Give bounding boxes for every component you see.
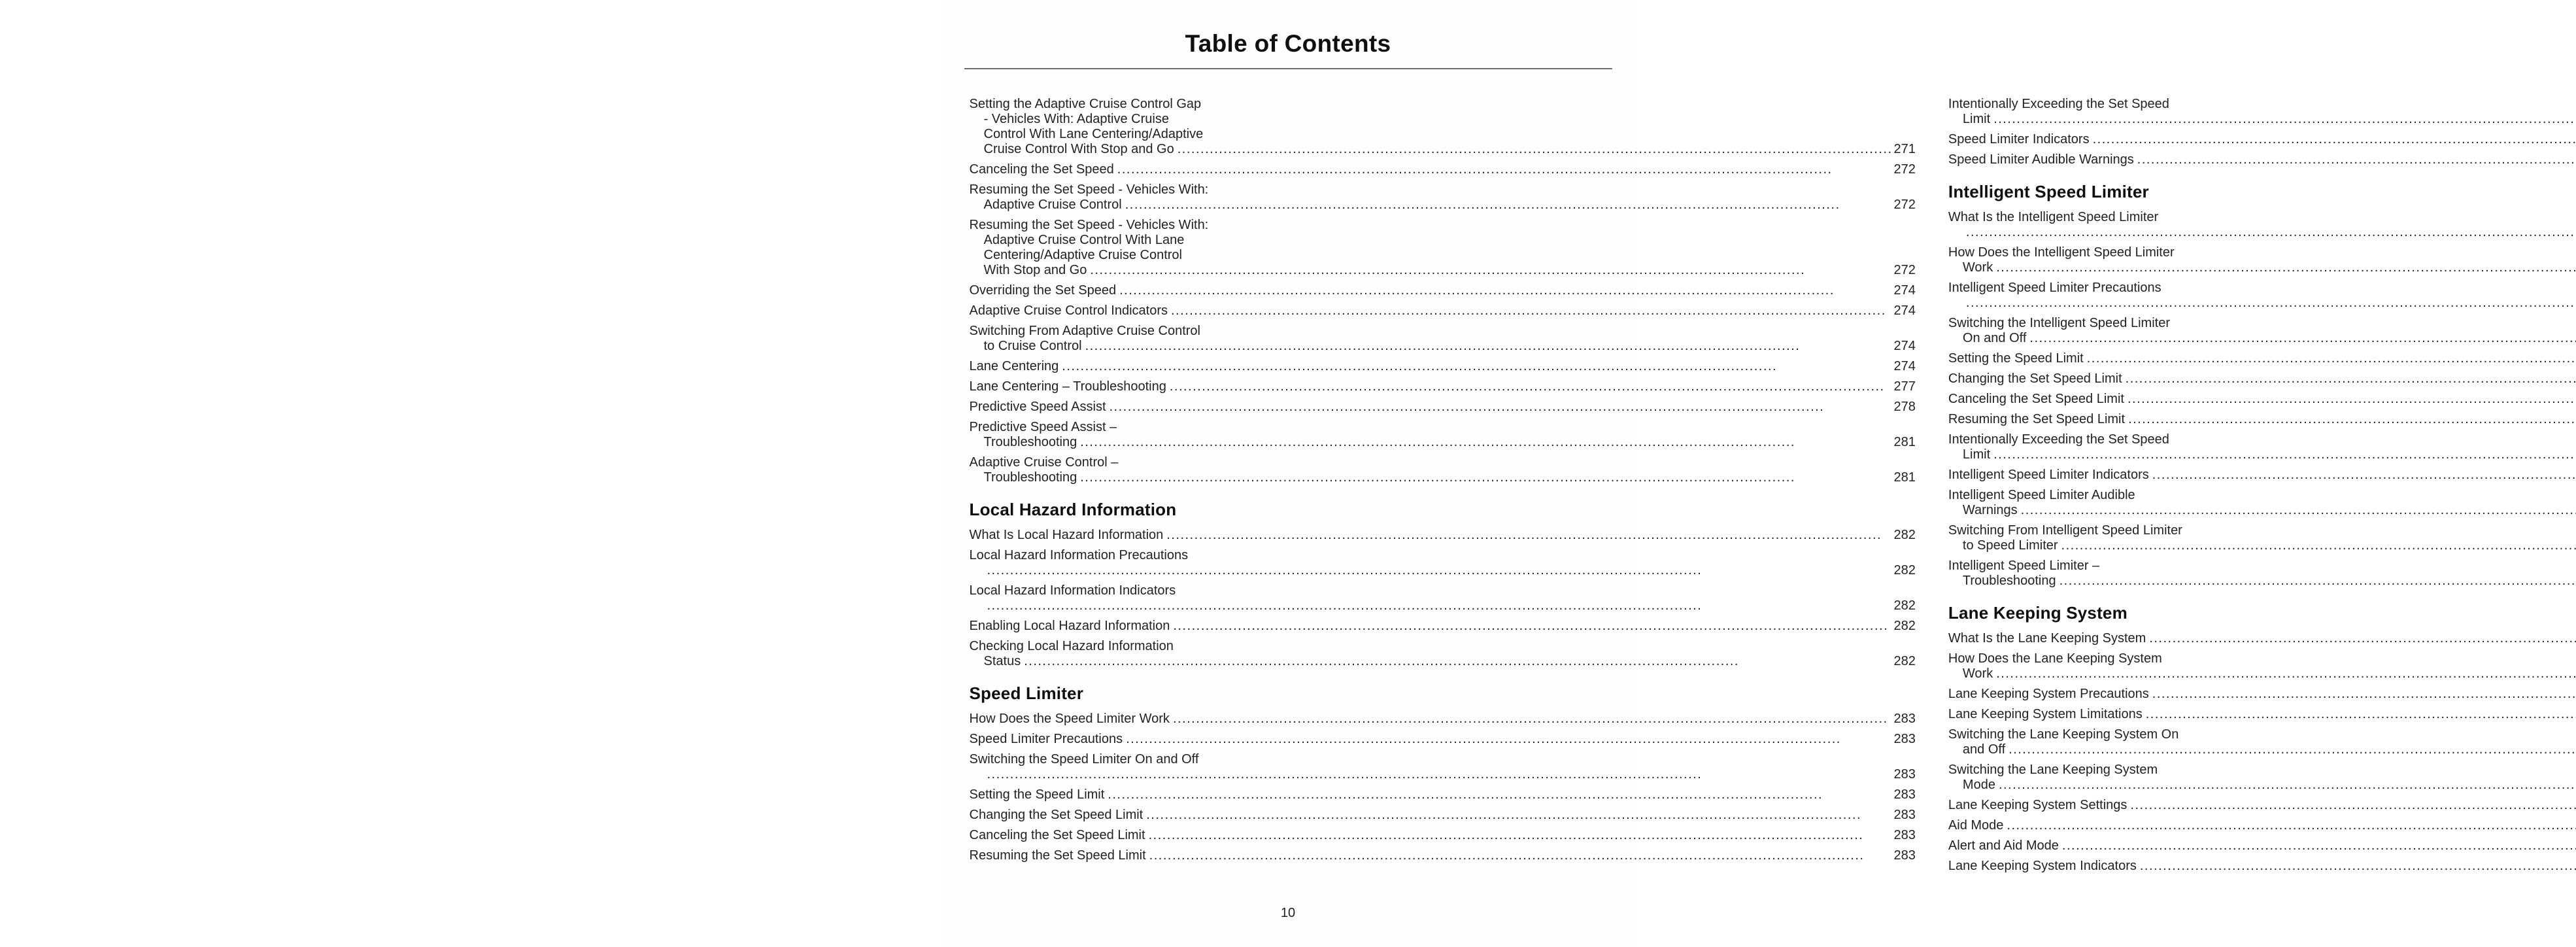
- entry-title-line: Local Hazard Information Indicators: [969, 583, 1176, 598]
- dot-leader: [1993, 447, 2576, 462]
- toc-entry[interactable]: [970, 712, 1916, 727]
- dot-leader: [2007, 818, 2576, 833]
- dot-leader: [1080, 435, 1892, 450]
- dot-leader: [1146, 808, 1892, 823]
- toc-entry[interactable]: [970, 548, 1916, 578]
- section-heading: Lane Keeping System: [1948, 603, 2127, 623]
- entry-title: Speed Limiter Audible Warnings: [1948, 152, 2134, 167]
- toc-entry[interactable]: [970, 420, 1916, 450]
- toc-entry[interactable]: [970, 324, 1916, 354]
- entry-title-line: Intelligent Speed Limiter –: [1948, 559, 2100, 573]
- toc-entry[interactable]: [1948, 727, 2576, 757]
- toc-entry[interactable]: [970, 182, 1916, 213]
- entry-title-line: Local Hazard Information Precautions: [969, 548, 1189, 562]
- entry-page-number: 274: [1893, 283, 1916, 298]
- entry-title-line: Switching the Intelligent Speed Limiter: [1948, 316, 2170, 330]
- entry-title: Overriding the Set Speed: [969, 283, 1117, 298]
- entry-title: With Stop and Go: [983, 263, 1087, 277]
- entry-title-line: Intelligent Speed Limiter Precautions: [1948, 281, 2161, 295]
- entry-title: Limit: [1962, 447, 1991, 462]
- dot-leader: [1149, 828, 1893, 843]
- toc-entry[interactable]: [1948, 245, 2576, 275]
- dot-leader: [987, 598, 1893, 613]
- entry-title-line: Intentionally Exceeding the Set Speed: [1948, 97, 2169, 111]
- dot-leader: [2128, 412, 2576, 427]
- entry-page-number: 283: [1893, 712, 1916, 726]
- toc-column-right: [1948, 97, 2576, 879]
- entry-title-line: Predictive Speed Assist –: [969, 420, 1117, 434]
- entry-title: Changing the Set Speed Limit: [969, 808, 1144, 822]
- toc-entry[interactable]: [1948, 838, 2576, 853]
- toc-entry[interactable]: [1948, 488, 2576, 518]
- entry-title-line: Checking Local Hazard Information: [969, 639, 1174, 653]
- document-page: [943, 0, 2182, 947]
- toc-entry[interactable]: [1948, 687, 2576, 702]
- dot-leader: [1993, 112, 2576, 127]
- entry-title: Canceling the Set Speed Limit: [1948, 392, 2124, 406]
- entry-title: Adaptive Cruise Control: [983, 198, 1122, 212]
- dot-leader: [2062, 838, 2576, 853]
- entry-page-number: 283: [1893, 732, 1916, 746]
- entry-title: Canceling the Set Speed Limit: [969, 828, 1145, 842]
- entry-title-line: Switching From Intelligent Speed Limiter: [1948, 523, 2182, 538]
- dot-leader: [1062, 359, 1892, 374]
- entry-page-number: 272: [1893, 263, 1916, 277]
- toc-columns: [943, 69, 2182, 879]
- entry-title: Troubleshooting: [983, 435, 1077, 449]
- toc-entry[interactable]: [970, 752, 1916, 782]
- dot-leader: [2149, 631, 2576, 646]
- toc-entry[interactable]: [970, 848, 1916, 863]
- entry-title: Warnings: [1962, 503, 2018, 517]
- entry-title-line: Control With Lane Centering/Adaptive: [983, 127, 1204, 141]
- entry-title-line: Intentionally Exceeding the Set Speed: [1948, 432, 2169, 447]
- dot-leader: [1125, 198, 1893, 213]
- toc-entry[interactable]: [970, 787, 1916, 802]
- toc-entry[interactable]: [1948, 651, 2576, 681]
- toc-entry[interactable]: [970, 808, 1916, 823]
- entry-page-number: 282: [1893, 598, 1916, 613]
- dot-leader: [2140, 859, 2576, 874]
- entry-page-number: 283: [1893, 808, 1916, 822]
- dot-leader: [2126, 371, 2576, 387]
- entry-title: Cruise Control With Stop and Go: [983, 142, 1174, 156]
- entry-title: and Off: [1962, 742, 2006, 757]
- entry-page-number: 278: [1893, 400, 1916, 414]
- toc-entry[interactable]: [970, 359, 1916, 374]
- toc-entry[interactable]: [1948, 371, 2576, 387]
- entry-title: What Is the Lane Keeping System: [1948, 631, 2146, 646]
- dot-leader: [1996, 666, 2576, 681]
- dot-leader: [1999, 778, 2576, 793]
- dot-leader: [1166, 528, 1892, 543]
- entry-page-number: 282: [1893, 528, 1916, 542]
- entry-title: Intelligent Speed Limiter Indicators: [1948, 468, 2149, 482]
- toc-entry[interactable]: [1948, 152, 2576, 167]
- entry-title: Lane Centering: [969, 359, 1059, 373]
- toc-entry[interactable]: [970, 162, 1916, 177]
- toc-entry[interactable]: [1948, 631, 2576, 646]
- toc-entry[interactable]: [970, 619, 1916, 634]
- dot-leader: [1080, 470, 1892, 485]
- dot-leader: [1126, 732, 1892, 747]
- entry-title: Alert and Aid Mode: [1948, 838, 2059, 853]
- dot-leader: [2137, 152, 2576, 167]
- dot-leader: [1996, 260, 2576, 275]
- entry-title-line: Setting the Adaptive Cruise Control Gap: [969, 97, 1202, 111]
- section-heading: Intelligent Speed Limiter: [1948, 182, 2149, 201]
- entry-page-number: 282: [1893, 654, 1916, 668]
- dot-leader: [2021, 503, 2576, 518]
- dot-leader: [987, 767, 1893, 782]
- entry-title: Canceling the Set Speed: [969, 162, 1114, 177]
- entry-page-number: 281: [1893, 470, 1916, 485]
- entry-title-line: Adaptive Cruise Control –: [969, 455, 1119, 470]
- dot-leader: [1178, 142, 1893, 157]
- entry-title: Resuming the Set Speed Limit: [969, 848, 1146, 863]
- toc-entry[interactable]: [1948, 559, 2576, 589]
- entry-title: to Cruise Control: [983, 339, 1082, 353]
- entry-title-line: Switching From Adaptive Cruise Control: [969, 324, 1200, 338]
- toc-entry[interactable]: [1948, 351, 2576, 366]
- toc-entry[interactable]: [970, 455, 1916, 485]
- entry-page-number: 283: [1893, 767, 1916, 782]
- dot-leader: [2093, 132, 2576, 147]
- toc-entry[interactable]: [970, 732, 1916, 747]
- entry-title: to Speed Limiter: [1962, 538, 2058, 553]
- entry-title-line: Adaptive Cruise Control With Lane: [983, 233, 1185, 247]
- toc-entry[interactable]: [1948, 432, 2576, 462]
- toc-entry[interactable]: [1948, 523, 2576, 553]
- dot-leader: [1171, 303, 1893, 319]
- toc-entry[interactable]: [1948, 818, 2576, 833]
- dot-leader: [1119, 283, 1892, 298]
- entry-page-number: 283: [1893, 848, 1916, 863]
- toc-entry[interactable]: [970, 828, 1916, 843]
- entry-title-line: Intelligent Speed Limiter Audible: [1948, 488, 2135, 502]
- toc-entry[interactable]: [970, 283, 1916, 298]
- entry-title-line: How Does the Lane Keeping System: [1948, 651, 2162, 666]
- entry-title-line: Resuming the Set Speed - Vehicles With:: [969, 182, 1209, 197]
- entry-page-number: 272: [1893, 162, 1916, 177]
- entry-title-line: What Is the Intelligent Speed Limiter: [1948, 210, 2159, 224]
- toc-entry[interactable]: [1948, 281, 2576, 311]
- entry-page-number: 274: [1893, 303, 1916, 318]
- dot-leader: [987, 563, 1893, 578]
- toc-entry[interactable]: [970, 303, 1916, 319]
- dot-leader: [2127, 392, 2576, 407]
- entry-page-number: 277: [1893, 379, 1916, 394]
- entry-title: Lane Keeping System Settings: [1948, 798, 2127, 812]
- toc-entry[interactable]: [970, 97, 1916, 157]
- dot-leader: [2087, 351, 2576, 366]
- entry-page-number: 272: [1893, 198, 1916, 212]
- entry-page-number: 274: [1893, 339, 1916, 353]
- entry-title-line: How Does the Intelligent Speed Limiter: [1948, 245, 2175, 260]
- toc-entry[interactable]: [970, 379, 1916, 394]
- dot-leader: [2152, 468, 2576, 483]
- dot-leader: [1966, 225, 2576, 240]
- entry-page-number: 283: [1893, 828, 1916, 842]
- entry-title: Troubleshooting: [983, 470, 1077, 485]
- dot-leader: [1085, 339, 1893, 354]
- dot-leader: [1110, 400, 1893, 415]
- entry-page-number: 274: [1893, 359, 1916, 373]
- page-number: 10: [1280, 906, 1296, 920]
- toc-entry[interactable]: [1948, 707, 2576, 722]
- toc-entry[interactable]: [1948, 468, 2576, 483]
- entry-title: Work: [1962, 260, 1993, 275]
- toc-entry[interactable]: [970, 528, 1916, 543]
- dot-leader: [1173, 619, 1892, 634]
- dot-leader: [1090, 263, 1892, 278]
- entry-title-line: Resuming the Set Speed - Vehicles With:: [969, 218, 1209, 232]
- dot-leader: [1108, 787, 1892, 802]
- entry-title: On and Off: [1962, 331, 2027, 345]
- entry-title: Predictive Speed Assist: [969, 400, 1106, 414]
- entry-title: Changing the Set Speed Limit: [1948, 371, 2122, 386]
- toc-entry[interactable]: [1948, 392, 2576, 407]
- entry-title: Limit: [1962, 112, 1991, 126]
- dot-leader: [2130, 798, 2576, 813]
- entry-page-number: 282: [1893, 619, 1916, 633]
- toc-entry[interactable]: [1948, 798, 2576, 813]
- entry-title: Resuming the Set Speed Limit: [1948, 412, 2126, 426]
- entry-title-line: Switching the Lane Keeping System On: [1948, 727, 2179, 742]
- entry-title: Status: [983, 654, 1021, 668]
- entry-title-line: Centering/Adaptive Cruise Control: [983, 248, 1182, 262]
- entry-page-number: 281: [1893, 435, 1916, 449]
- entry-title: Adaptive Cruise Control Indicators: [969, 303, 1168, 318]
- entry-page-number: 282: [1893, 563, 1916, 577]
- entry-title: How Does the Speed Limiter Work: [969, 712, 1170, 726]
- entry-title: Lane Keeping System Indicators: [1948, 859, 2137, 873]
- entry-title-line: Switching the Speed Limiter On and Off: [969, 752, 1199, 766]
- entry-title: Lane Keeping System Precautions: [1948, 687, 2149, 701]
- dot-leader: [1024, 654, 1892, 669]
- toc-entry[interactable]: [1948, 210, 2576, 240]
- entry-title: Aid Mode: [1948, 818, 2004, 833]
- entry-title: Speed Limiter Indicators: [1948, 132, 2090, 146]
- dot-leader: [2008, 742, 2576, 757]
- entry-title: Setting the Speed Limit: [969, 787, 1105, 802]
- dot-leader: [2146, 707, 2576, 722]
- entry-title: Mode: [1962, 778, 1995, 792]
- entry-title: Troubleshooting: [1962, 574, 2056, 588]
- entry-title-line: - Vehicles With: Adaptive Cruise: [983, 112, 1169, 126]
- entry-title: Enabling Local Hazard Information: [969, 619, 1170, 633]
- toc-column-left: [970, 97, 1916, 879]
- toc-entry[interactable]: [1948, 412, 2576, 427]
- toc-entry[interactable]: [1948, 859, 2576, 874]
- toc-entry[interactable]: [970, 639, 1916, 669]
- dot-leader: [2059, 574, 2576, 589]
- toc-entry[interactable]: [1948, 316, 2576, 346]
- toc-entry[interactable]: [1948, 763, 2576, 793]
- entry-title: What Is Local Hazard Information: [969, 528, 1164, 542]
- dot-leader: [1149, 848, 1893, 863]
- section-heading: Speed Limiter: [969, 683, 1084, 703]
- page-title: Table of Contents: [1185, 30, 1391, 57]
- toc-entry[interactable]: [970, 218, 1916, 278]
- dot-leader: [2061, 538, 2576, 553]
- entry-page-number: 271: [1893, 142, 1916, 156]
- section-heading: Local Hazard Information: [969, 500, 1177, 519]
- entry-title: Lane Centering – Troubleshooting: [969, 379, 1166, 394]
- dot-leader: [1966, 296, 2576, 311]
- dot-leader: [1117, 162, 1893, 177]
- entry-title-line: Switching the Lane Keeping System: [1948, 763, 2158, 777]
- toc-entry[interactable]: [1948, 97, 2576, 127]
- toc-entry[interactable]: [970, 400, 1916, 415]
- dot-leader: [1173, 712, 1893, 727]
- toc-entry[interactable]: [970, 583, 1916, 613]
- toc-entry[interactable]: [1948, 132, 2576, 147]
- entry-page-number: 283: [1893, 787, 1916, 802]
- dot-leader: [2152, 687, 2576, 702]
- entry-title: Setting the Speed Limit: [1948, 351, 2084, 366]
- dot-leader: [1170, 379, 1893, 394]
- entry-title: Lane Keeping System Limitations: [1948, 707, 2143, 721]
- entry-title: Speed Limiter Precautions: [969, 732, 1123, 746]
- dot-leader: [2029, 331, 2576, 346]
- entry-title: Work: [1962, 666, 1993, 681]
